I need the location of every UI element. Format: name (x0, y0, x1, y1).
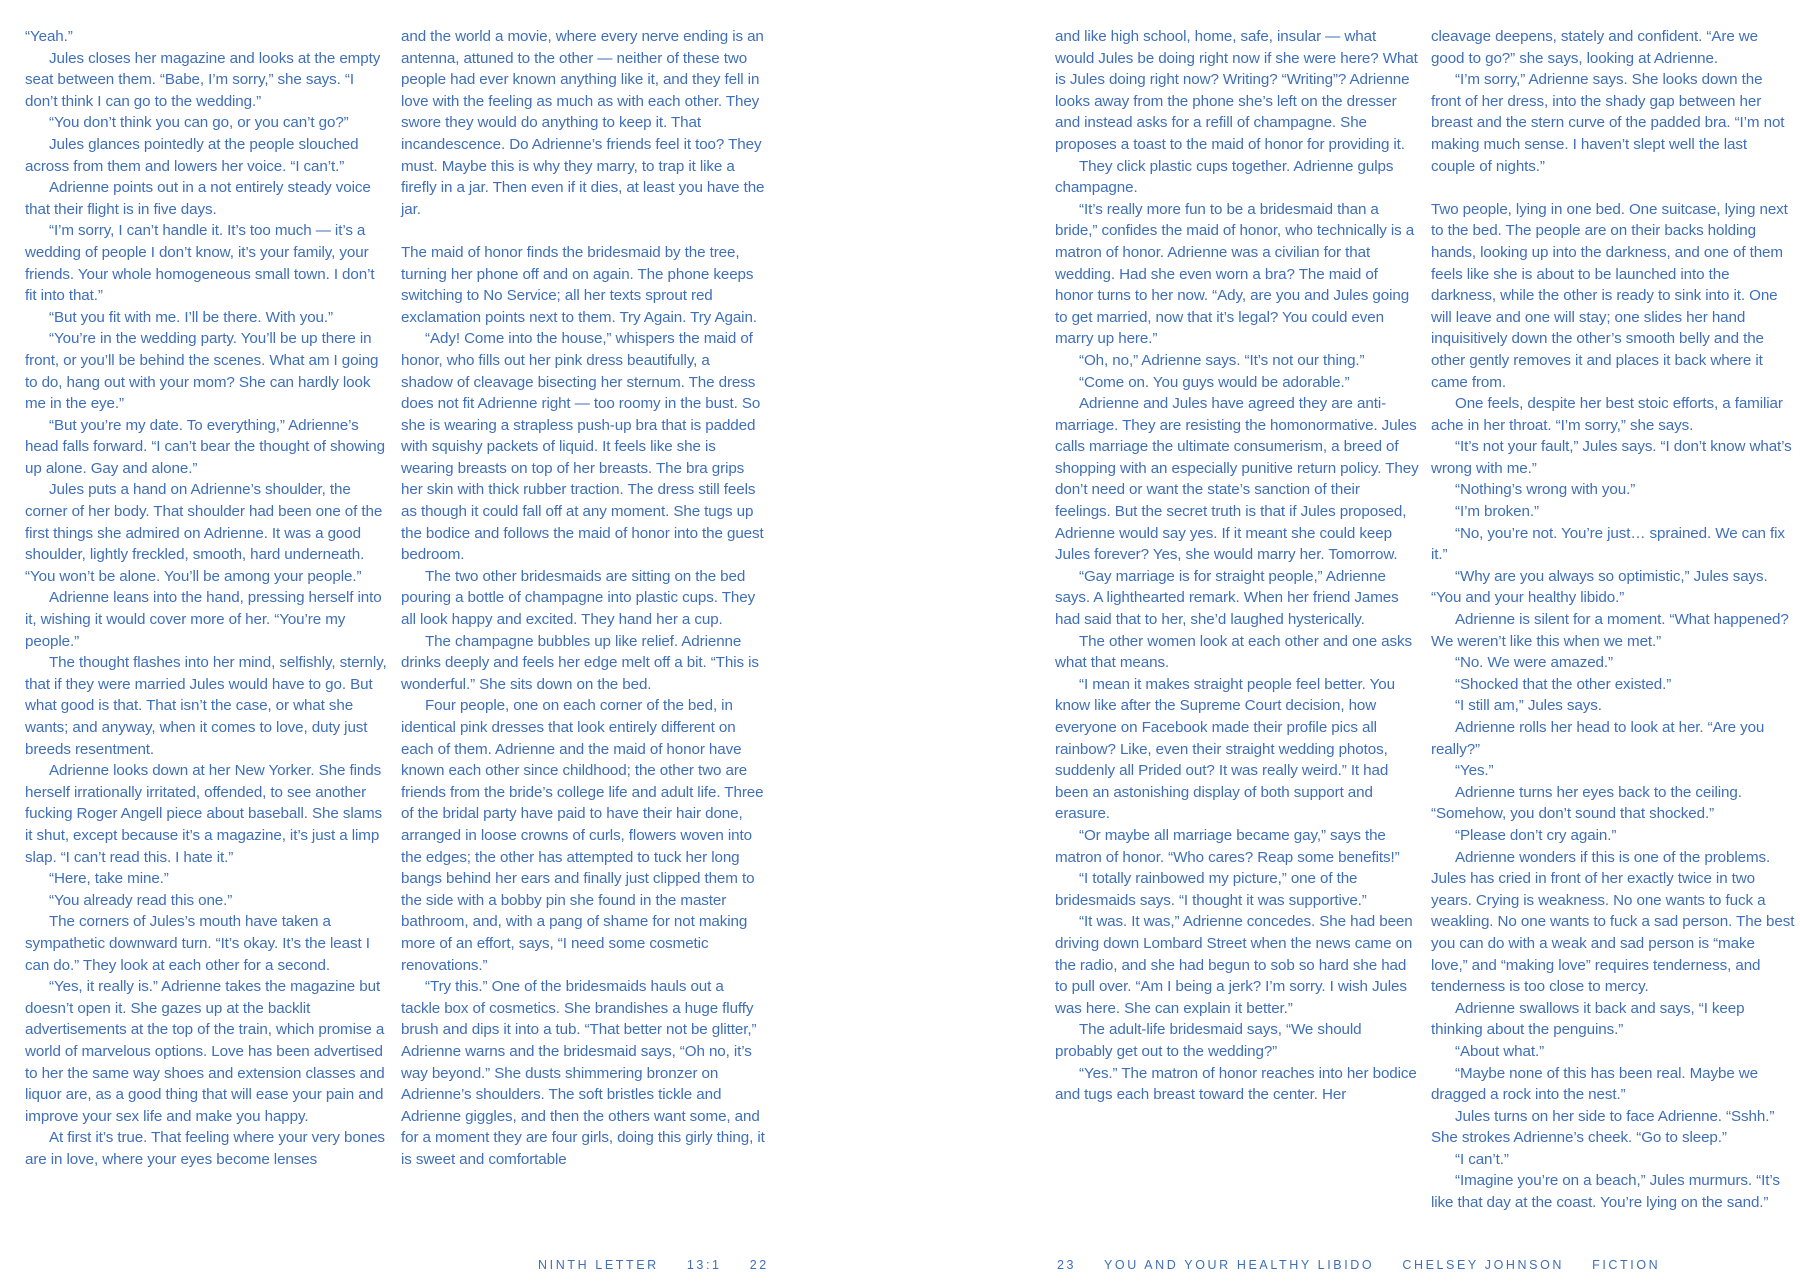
paragraph: “I’m broken.” (1455, 503, 1539, 521)
paragraph: “No. We were amazed.” (1455, 654, 1613, 672)
paragraph: Adrienne turns her eyes back to the ceiling. “Somehow, you don’t sound that shocked.” (1431, 783, 1742, 823)
paragraph: “But you fit with me. I’ll be there. With you.” (49, 308, 333, 326)
paragraph: “Why are you always so optimistic,” Jules says. “You and your healthy libido.” (1431, 567, 1768, 607)
paragraph: “Yes, it really is.” Adrienne takes the magazine but doesn’t open it. She gazes up at the backlit advertisements at the top of the train, which promise a world of marvelous options. Love has been advertised to her the same way shoes and extension classes and liquor are, as a good thing that will ease your pain and improve your sex life and make you happy. (25, 978, 385, 1125)
paragraph: “Maybe none of this has been real. Maybe we dragged a rock into the nest.” (1431, 1064, 1759, 1104)
paragraph: Jules turns on her side to face Adrienne. “Sshh.” She strokes Adrienne’s cheek. “Go to sleep.” (1431, 1107, 1775, 1147)
paragraph: “Here, take mine.” (49, 870, 169, 888)
paragraph: Jules glances pointedly at the people slouched across from them and lowers her voice. “I can’t.” (25, 135, 359, 175)
paragraph: At first it’s true. That feeling where your very bones are in love, where your eyes become lenses (25, 1129, 385, 1168)
paragraph: “But you’re my date. To everything,” Adrienne’s head falls forward. “I can’t bear the thought of showing up alone. Gay and alone.” (25, 416, 385, 477)
paragraph: “Ady! Come into the house,” whispers the maid of honor, who fills out her pink dress beautifully, a shadow of cleavage bisecting her sternum. The dress does not fit Adrienne right — too roomy in the bust. So she is wearing a strapless push-up bra that is padded with squishy packets of liquid. It feels like she is wearing breasts on top of her breasts. The bra grips her skin with thick rubber traction. The dress still feels as though it could fall off at any moment. She tugs up the bodice and follows the maid of honor into the guest bedroom. (401, 330, 764, 564)
paragraph: “Please don’t cry again.” (1455, 826, 1617, 844)
paragraph: The thought flashes into her mind, selfishly, sternly, that if they were married Jules would have to go. But what good is that. That isn’t the case, or what she wants; and anyway, when it comes to love, duty just breeds resentment. (25, 654, 387, 758)
paragraph: The adult-life bridesmaid says, “We should probably get out to the wedding?” (1055, 1021, 1362, 1060)
page-number: 23 (1057, 1258, 1077, 1272)
paragraph: The champagne bubbles up like relief. Adrienne drinks deeply and feels her edge melt off a bit. “This is wonderful.” She sits down on the bed. (401, 632, 759, 693)
paragraph: Four people, one on each corner of the bed, in identical pink dresses that look entirely different on each of them. Adrienne and the maid of honor have known each other since childhood; the other two are friends from the bride’s college life and adult life. Three of the bridal party have paid to have their hair done, arranged in loose crowns of curls, flowers woven into the edges; the other has attempted to tuck her long bangs behind her ears and finally just clipped them to the side with a bobby pin she found in the master bathroom, and, with a pang of shame for not making more of an effort, says, “I need some cosmetic renovations.” (401, 697, 764, 974)
paragraph: “Shocked that the other existed.” (1455, 675, 1672, 693)
paragraph: “Try this.” One of the bridesmaids hauls out a tackle box of cosmetics. She brandishes a huge fluffy brush and dips it into a tub. “That better not be glitter,” Adrienne warns and the bridesmaid says, “Oh no, it’s way beyond.” She dusts shimmering bronzer on Adrienne’s shoulders. The soft bristles tickle and Adrienne giggles, and then the others want some, and for a moment they are four girls, doing this girly thing, it is sweet and comfortable (401, 978, 765, 1168)
paragraph: One feels, despite her best stoic efforts, a familiar ache in her throat. “I’m sorry,” she says. (1431, 395, 1783, 434)
paragraph: “Yes.” The matron of honor reaches into her bodice and tugs each breast toward the center. Her (1055, 1064, 1417, 1104)
paragraph: Jules puts a hand on Adrienne’s shoulder, the corner of her body. That shoulder had been one of the first things she admired on Adrienne. It was a good shoulder, lightly freckled, smooth, hard underneath. “You won’t be alone. You’ll be among your people.” (25, 481, 383, 585)
paragraph: “Nothing’s wrong with you.” (1455, 481, 1636, 499)
paragraph: “Yeah.” (25, 28, 73, 45)
right-page-column-2 (1431, 26, 1795, 1214)
paragraph: “Or maybe all marriage became gay,” says the matron of honor. “Who cares? Reap some benefits!” (1055, 826, 1400, 866)
paragraph: “You’re in the wedding party. You’ll be up there in front, or you’ll be behind the scenes. What am I going to do, hang out with your mom? She can hardly look me in the eye.” (25, 330, 379, 413)
section-break-paragraph: The maid of honor finds the bridesmaid by the tree, turning her phone off and on again. The phone keeps switching to No Service; all her texts sprout red exclamation points next to them. Try Again. Try Again. (401, 243, 757, 326)
paragraph: “I’m sorry, I can’t handle it. It’s too much — it’s a wedding of people I don’t know, it’s your family, your friends. Your whole homogeneous small town. I don’t fit into that.” (25, 222, 375, 305)
paragraph: “Imagine you’re on a beach,” Jules murmurs. “It’s like that day at the coast. You’re lying on the sand.” (1431, 1172, 1780, 1212)
paragraph: They click plastic cups together. Adrienne gulps champagne. (1055, 157, 1394, 197)
paragraph: The other women look at each other and one asks what that means. (1055, 632, 1413, 672)
journal-name: NINTH LETTER (538, 1258, 659, 1272)
paragraph: “No, you’re not. You’re just… sprained. We can fix it.” (1431, 524, 1785, 564)
paragraph: “It was. It was,” Adrienne concedes. She had been driving down Lombard Street when the news came on the radio, and she had begun to sob so hard she had to pull over. “Am I being a jerk? I’m sorry. I wish Jules was here. She can explain it better.” (1055, 913, 1413, 1017)
paragraph: and the world a movie, where every nerve ending is an antenna, attuned to the other — neither of these two people had ever known anything like it, and they fell in love with the feeling as much as with each other. They swore they would do anything to keep it. That incandescence. Do Adrienne’s friends feel it too? They must. Maybe this is why they marry, to trap it like a firefly in a jar. Then even if it dies, at least you have the jar. (401, 28, 765, 218)
paragraph: “I still am,” Jules says. (1455, 697, 1602, 715)
paragraph: Adrienne is silent for a moment. “What happened? We weren’t like this when we met.” (1431, 611, 1789, 650)
paragraph: “About what.” (1455, 1042, 1545, 1060)
paragraph: Adrienne swallows it back and says, “I keep thinking about the penguins.” (1431, 999, 1745, 1039)
paragraph: “Gay marriage is for straight people,” Adrienne says. A lighthearted remark. When her friend James had said that to her, she’d laughed hysterically. (1055, 567, 1399, 629)
paragraph: Adrienne and Jules have agreed they are anti-marriage. They are resisting the homonormative. Jules calls marriage the ultimate consumerism, a breed of shopping with an especially punitive return policy. They don’t need or want the state’s sanction of their feelings. But the secret truth is that if Jules proposed, Adrienne would say yes. If it meant she could keep Jules forever? Yes, she would marry her. Tomorrow. (1055, 395, 1419, 564)
paragraph: “I mean it makes straight people feel better. You know like after the Supreme Court decision, how everyone on Facebook made their profile pics all rainbow? Like, even their straight wedding photos, suddenly all Prided out? It was really weird.” It had been an astonishing display of both support and erasure. (1055, 675, 1395, 823)
paragraph: “It’s really more fun to be a bridesmaid than a bride,” confides the maid of honor, who technically is a matron of honor. Adrienne was a civilian for that wedding. Had she even worn a bra? The maid of honor turns to her now. “Ady, are you and Jules going to get married, now that it’s legal? You could even marry up here.” (1055, 200, 1415, 348)
paragraph: “It’s not your fault,” Jules says. “I don’t know what’s wrong with me.” (1431, 438, 1792, 477)
paragraph: cleavage deepens, stately and confident. “Are we good to go?” she says, looking at Adrienne. (1431, 28, 1759, 67)
section-break-paragraph: Two people, lying in one bed. One suitcase, lying next to the bed. The people are on their backs holding hands, looking up into the darkness, and one of them feels like she is about to be launched into the darkness, while the other is ready to sink into it. One will leave and one will stay; one slides her hand inquisitively down the other’s smooth belly and the other gently removes it and places it back where it came from. (1431, 200, 1788, 391)
paragraph: Adrienne wonders if this is one of the problems. Jules has cried in front of her exactly twice in two years. Crying is weakness. No one wants to fuck a weakling. No one wants to fuck a sad person. The best you can do with a weak and sad person is “make love,” and “making love” requires tenderness, and tenderness is too close to mercy. (1431, 848, 1795, 996)
paragraph: The two other bridesmaids are sitting on the bed pouring a bottle of champagne into plastic cups. They all look happy and excited. They hand her a cup. (401, 567, 756, 629)
paragraph: “Come on. You guys would be adorable.” (1079, 373, 1350, 391)
left-page-column-1 (25, 26, 389, 1170)
right-page-footer (1057, 1258, 1682, 1272)
left-page-footer (538, 1258, 791, 1272)
left-page-column-2 (401, 26, 765, 1170)
paragraph: Adrienne points out in a not entirely steady voice that their flight is in five days. (25, 179, 371, 218)
paragraph: “I can’t.” (1455, 1150, 1509, 1168)
paragraph: Adrienne rolls her head to look at her. “Are you really?” (1431, 719, 1765, 758)
paragraph: “Yes.” (1455, 762, 1494, 780)
paragraph: “Oh, no,” Adrienne says. “It’s not our thing.” (1079, 351, 1365, 369)
paragraph: Adrienne looks down at her New Yorker. She finds herself irrationally irritated, offended, to see another fucking Roger Angell piece about baseball. She slams it shut, except because it’s a magazine, it’s just a limp slap. “I can’t read this. I hate it.” (25, 762, 382, 866)
paragraph: “I totally rainbowed my picture,” one of the bridesmaids says. “I thought it was supportive.” (1055, 870, 1367, 909)
paragraph: Adrienne leans into the hand, pressing herself into it, wishing it would cover more of her. “You’re my people.” (25, 589, 382, 650)
section-label: FICTION (1592, 1258, 1661, 1272)
paragraph: “I’m sorry,” Adrienne says. She looks down the front of her dress, into the shady gap between her breast and the stern curve of the padded bra. “I’m not making much sense. I haven’t slept well the last couple of nights.” (1431, 71, 1785, 175)
story-title: YOU AND YOUR HEALTHY LIBIDO (1103, 1258, 1375, 1272)
right-page-column-1 (1055, 26, 1419, 1106)
author-name: CHELSEY JOHNSON (1402, 1258, 1565, 1272)
paragraph: Jules closes her magazine and looks at the empty seat between them. “Babe, I’m sorry,” she says. “I don’t think I can go to the wedding.” (25, 49, 381, 110)
page-number: 22 (749, 1258, 769, 1272)
paragraph: and like high school, home, safe, insular — what would Jules be doing right now if she were here? What is Jules doing right now? Writing? “Writing”? Adrienne looks away from the phone she’s left on the dresser and instead asks for a refill of champagne. She proposes a toast to the maid of honor for providing it. (1055, 28, 1418, 153)
paragraph: “You already read this one.” (49, 891, 233, 909)
paragraph: “You don’t think you can go, or you can’t go?” (49, 114, 349, 132)
paragraph: The corners of Jules’s mouth have taken a sympathetic downward turn. “It’s okay. It’s the least I can do.” They look at each other for a second. (25, 913, 370, 974)
issue-number: 13:1 (686, 1258, 722, 1272)
